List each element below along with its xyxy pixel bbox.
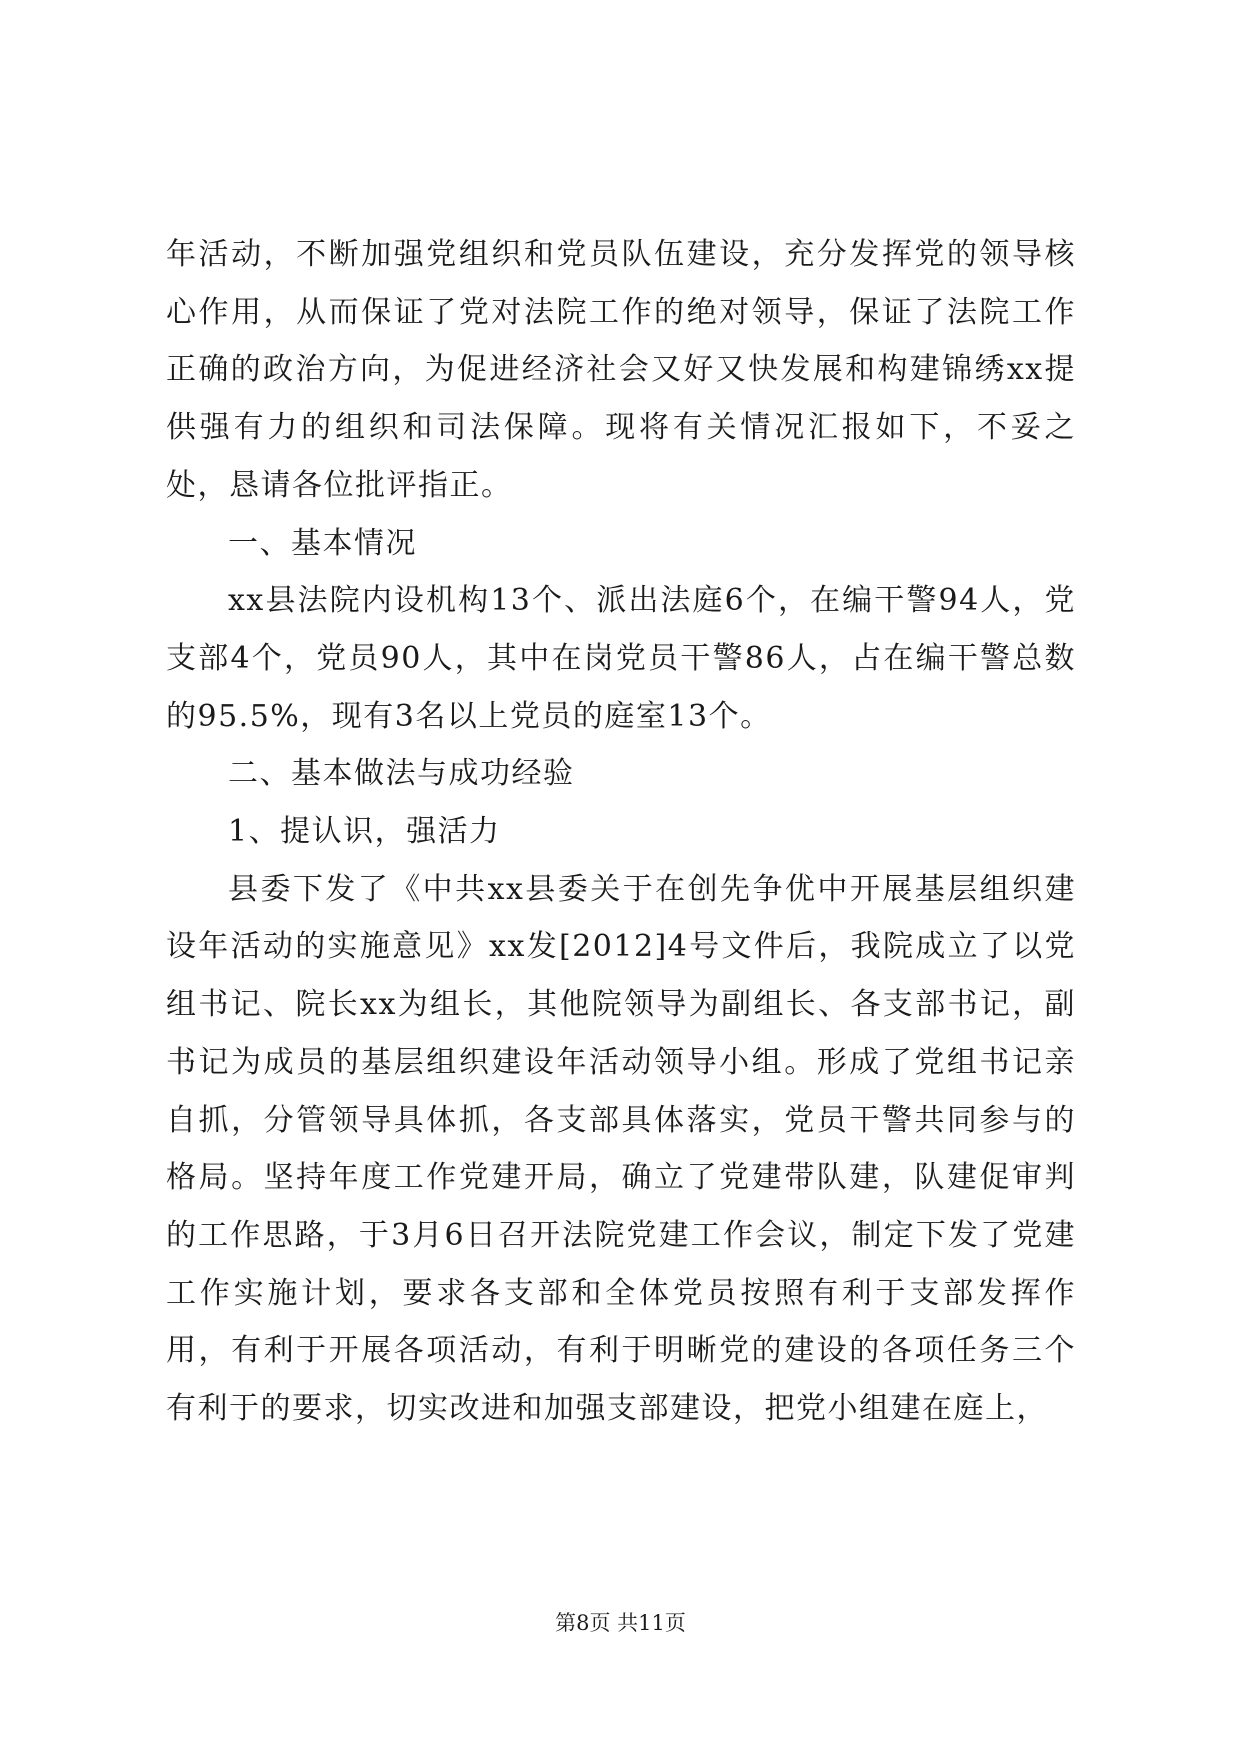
section-heading-basic-situation: 一、基本情况 — [228, 525, 417, 561]
subsection-heading: 1、提认识，强活力 — [228, 814, 501, 850]
page-footer — [0, 1609, 1241, 1637]
section-heading-practices: 二、基本做法与成功经验 — [228, 756, 575, 792]
paragraph-continuation: 年活动，不断加强党组织和党员队伍建设，充分发挥党的领导核心作用，从而保证了党对法院工作的绝对领导，保证了法院工作正确的政治方向，为促进经济社会又好又快发展和构建锦绣xx提供强有力的组织和司法保障。现将有关情况汇报如下，不妥之处，恳请各位批评指正。 — [166, 237, 1076, 503]
document-body — [166, 226, 1076, 1438]
page-number-label: 第8页 共11页 — [555, 1611, 686, 1635]
paragraph-statistics: xx县法院内设机构13个、派出法庭6个，在编干警94人，党支部4个，党员90人，其中在岗党员干警86人，占在编干警总数的95.5%，现有3名以上党员的庭室13个。 — [166, 583, 1076, 734]
paragraph-county-committee: 县委下发了《中共xx县委关于在创先争优中开展基层组织建设年活动的实施意见》xx发[2012]4号文件后，我院成立了以党组书记、院长xx为组长，其他院领导为副组长、各支部书记，副书记为成员的基层组织建设年活动领导小组。形成了党组书记亲自抓，分管领导具体抓，各支部具体落实，党员干警共同参与的格局。坚持年度工作党建开局，确立了党建带队建，队建促审判的工作思路，于3月6日召开法院党建工作会议，制定下发了党建工作实施计划，要求各支部和全体党员按照有利于支部发挥作用，有利于开展各项活动，有利于明晰党的建设的各项任务三个有利于的要求，切实改进和加强支部建设，把党小组建在庭上， — [166, 871, 1076, 1427]
